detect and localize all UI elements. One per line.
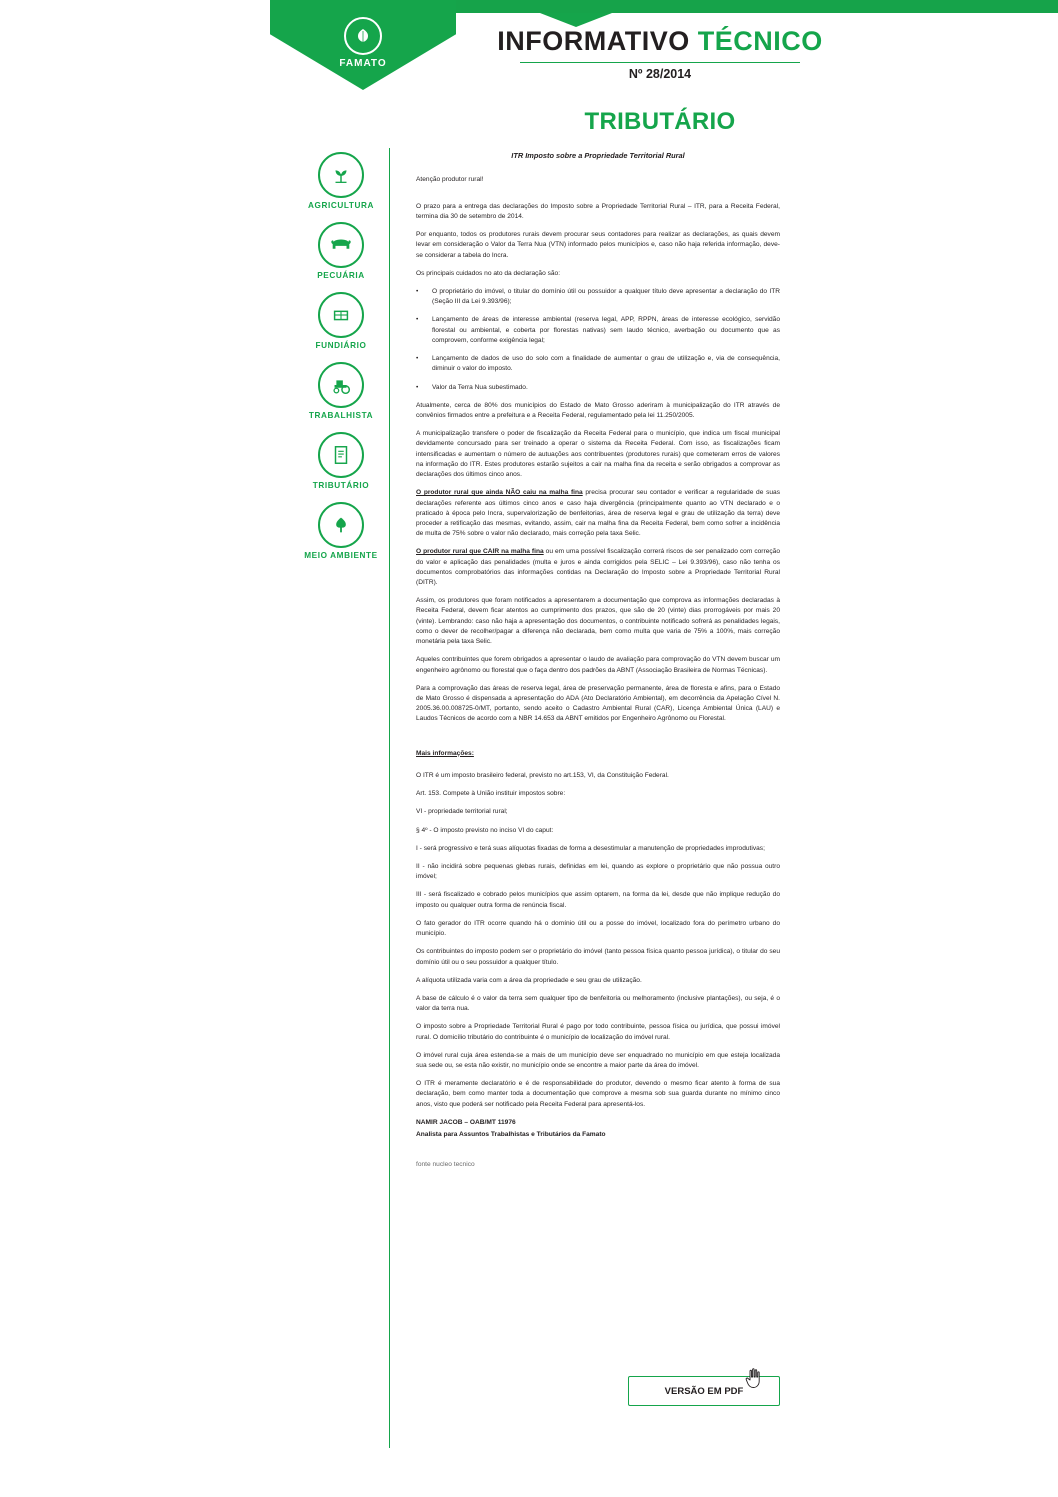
highlight-rest-2: ou em uma possível fiscalização correrá riscos de ser penalizado com correção do valor e aplicação das penalidades (multa e juros e ainda corrigidos pela SELIC – Lei 9.393/96), caso não tenha os documentos comprobatórios das informações contidas na Declaração do Imposto sobre a Propriedade Territorial Rural (DITR).: [416, 548, 780, 587]
paragraph: A alíquota utilizada varia com a área da propriedade e seu grau de utilização.: [416, 976, 642, 984]
paragraph: VI - propriedade territorial rural;: [416, 808, 508, 816]
vertical-divider: [389, 148, 390, 1448]
document-header: [0, 0, 1058, 97]
sidebar-item-label: TRIBUTÁRIO: [312, 481, 370, 490]
sidebar-item-agricultura[interactable]: [296, 152, 386, 210]
list-item-text: Valor da Terra Nua subestimado.: [432, 383, 528, 391]
page-title-part2: TÉCNICO: [697, 26, 823, 56]
plant-icon: [318, 152, 364, 198]
paragraph: Aqueles contribuintes que forem obrigados a apresentar o laudo de avaliação para comprovação do VTN devem buscar um engenheiro agrônomo ou florestal que o faça dentro dos padrões da ABNT (Associação Brasileira de Normas Técnicas).: [416, 656, 780, 674]
leaf-icon: [344, 17, 382, 55]
page-title-part1: INFORMATIVO: [497, 26, 690, 56]
pdf-button-area[interactable]: [628, 1376, 780, 1406]
more-info-heading: Mais informações:: [416, 749, 474, 757]
sidebar-item-label: FUNDIÁRIO: [315, 341, 367, 350]
paragraph: I - será progressivo e terá suas alíquotas fixadas de forma a desestimular a manutenção de propriedades improdutivas;: [416, 844, 765, 852]
header-chevron-tail: [540, 13, 612, 27]
list-item: [416, 287, 780, 307]
sidebar-item-fundiario[interactable]: [296, 292, 386, 350]
paragraph: O ITR é meramente declaratório e é de responsabilidade do produtor, devendo o mesmo ficar atento à forma de sua declaração, bem como manter toda a documentação que comprove a mesma sob sua guarda durante no mínimo cinco anos, visto que poderá ser notificado pela Receita Federal para apresentá-los.: [416, 1080, 780, 1108]
sidebar-item-label: MEIO AMBIENTE: [304, 551, 378, 560]
paragraph: O imóvel rural cuja área estenda-se a mais de um município deve ser enquadrado no município em que esteja localizada sua sede ou, se esta não existir, no município onde se encontre a maior parte da área do imóvel.: [416, 1051, 780, 1070]
hand-pointer-icon: [744, 1367, 762, 1389]
paragraph: Por enquanto, todos os produtores rurais devem procurar seus contadores para realizar as declarações, as quais devem levar em consideração o Valor da Terra Nua (VTN) informado pelos municípios e, caso não haja referida informação, deve-se considerar a tabela do Incra.: [416, 231, 780, 259]
paragraph: II - não incidirá sobre pequenas glebas rurais, definidas em lei, quando as explore o proprietário que não possua outro imóvel;: [416, 862, 780, 881]
highlight-paragraph-1: [416, 488, 780, 539]
pdf-download-button[interactable]: VERSÃO EM PDF: [628, 1376, 780, 1406]
sidebar-item-trabalhista[interactable]: [296, 362, 386, 420]
sidebar-item-label: PECUÁRIA: [317, 271, 365, 280]
paragraph: A municipalização transfere o poder de fiscalização da Receita Federal para o município, que indica um fiscal municipal devidamente concursado para ser treinado a operar o sistema da Receita Federal. Com isso, as fiscalizações ficam intensificadas e aumentam o número de autuações aos contribuentes (produtores rurais) que cometeram erros de valores na informação do ITR. Estes produtores estarão sujeitos a cair na malha fina da receita e serão obrigados a comprovar as declarações dos últimos cinco anos.: [416, 430, 780, 479]
signature-name: NAMIR JACOB – OAB/MT 11976: [416, 1118, 516, 1126]
highlight-underline-2: O produtor rural que CAIR na malha fina: [416, 548, 544, 556]
list-item: [416, 315, 780, 346]
paragraph: Assim, os produtores que foram notificados a apresentarem a documentação que comprova as informações declaradas à Receita Federal, devem ficar atentos ao cumprimento dos prazos, que são de 20 (vinte) dias prorrogáveis por mais 20 (vinte). Lembrando: caso não haja a apresentação dos documentos, o contribuinte notificado sofrerá as penalidades legais, como o dever de recolher/pagar a diferença não declarada, bem como multa que varia de 75% a 100%, mais correção monetária pela taxa Selic.: [416, 597, 780, 646]
paragraph: § 4º - O imposto previsto no inciso VI do caput:: [416, 826, 554, 834]
paragraph: O imposto sobre a Propriedade Territorial Rural é pago por todo contribuinte, pessoa física ou jurídica, que possui imóvel rural. O domicílio tributário do contribuinte é o município de localização do imóvel rural.: [416, 1023, 780, 1041]
list-item-text: Lançamento de dados de uso do solo com a finalidade de aumentar o grau de utilização e, via de consequência, diminuir o valor do imposto.: [432, 355, 780, 373]
list-item: [416, 383, 780, 393]
document-body: [416, 150, 780, 1179]
highlight-underline-1: O produtor rural que ainda NÃO caiu na malha fina: [416, 489, 583, 497]
source-note: fonte nucleo tecnico: [416, 1161, 475, 1169]
category-sidebar: [296, 152, 386, 572]
paragraph: Art. 153. Compete à União instituir impostos sobre:: [416, 790, 566, 798]
paragraph: III - será fiscalizado e cobrado pelos municípios que assim optarem, na forma da lei, desde que não implique redução do imposto ou qualquer outra forma de renúncia fiscal.: [416, 891, 780, 909]
bullet-marker: •: [416, 288, 419, 295]
spacer: [416, 733, 780, 749]
page-title: [380, 26, 940, 57]
bullet-marker: •: [416, 355, 419, 363]
paragraph: Para a comprovação das áreas de reserva legal, área de preservação permanente, área de floresta e afins, para o Estado de Mato Grosso é dispensada a apresentação do ADA (Ato Declaratório Ambiental), em decorrência da Apelação Cível N. 2005.36.00.008725-0/MT, portanto, sendo aceito o Cadastro Ambiental Rural (CAR), Licença Ambiental Única (LAU) e Laudos Técnicos de acordo com a NBR 14.653 da ABNT emitidos por Engenheiro Agrônomo ou Florestal.: [416, 684, 780, 723]
header-title-block: [380, 26, 940, 81]
tractor-icon: [318, 362, 364, 408]
sidebar-item-label: AGRICULTURA: [307, 201, 375, 210]
list-item-text: Lançamento de áreas de interesse ambiental (reserva legal, APP, RPPN, áreas de interesse ecológico, servidão florestal ou ambiental, e coberta por florestas nativas) sem laudo técnico, averbação ou documento que as comprovem, conforme exigência legal;: [432, 316, 780, 344]
paragraph: A base de cálculo é o valor da terra sem qualquer tipo de benfeitoria ou melhoramento (inclusive plantações), ou seja, é o valor da terra nua.: [416, 994, 780, 1013]
paragraph: O ITR é um imposto brasileiro federal, previsto no art.153, VI, da Constituição Federal.: [416, 771, 669, 779]
sidebar-item-pecuaria[interactable]: [296, 222, 386, 280]
cow-icon: [318, 222, 364, 268]
highlight-paragraph-2: [416, 547, 780, 588]
bullet-marker: •: [416, 383, 419, 391]
sidebar-item-meio-ambiente[interactable]: [296, 502, 386, 560]
famato-wordmark: FAMATO: [339, 58, 387, 69]
sidebar-item-tributario[interactable]: [296, 432, 386, 490]
paragraph: O prazo para a entrega das declarações do Imposto sobre a Propriedade Territorial Rural – ITR, para a Receita Federal, termina dia 30 de setembro de 2014.: [416, 202, 780, 220]
title-divider: [520, 62, 800, 63]
signature-role: Analista para Assuntos Trabalhistas e Tributários da Famato: [416, 1131, 606, 1139]
doc-subtitle: ITR Imposto sobre a Propriedade Territorial Rural: [511, 151, 685, 160]
paragraph: Atualmente, cerca de 80% dos municípios do Estado de Mato Grosso aderiram à municipalização do ITR através de convênios firmados entre a prefeitura e a Receita Federal, regulamentado pela lei 11.250/2005.: [416, 401, 780, 419]
list-item: [416, 354, 780, 374]
list-item-text: O proprietário do imóvel, o titular do domínio útil ou possuidor a qualquer título deve apresentar a declaração do ITR (Seção III da Lei 9.393/96);: [432, 288, 780, 306]
tree-icon: [318, 502, 364, 548]
paragraph: Os contribuintes do imposto podem ser o proprietário do imóvel (tanto pessoa física quanto pessoa jurídica), o titular do seu domínio útil ou o seu possuidor a qualquer título.: [416, 948, 780, 966]
section-title: TRIBUTÁRIO: [584, 108, 736, 135]
sidebar-item-label: TRABALHISTA: [308, 411, 374, 420]
doc-lead: Atenção produtor rural!: [416, 176, 484, 184]
bullet-marker: •: [416, 316, 419, 324]
issue-number: Nº 28/2014: [628, 67, 692, 81]
highlight-rest-1: precisa procurar seu contador e verificar a regularidade de suas declarações referente aos últimos cinco anos e caso haja divergência (principalmente quanto ao VTN declarado e o praticado à época pelo Incra, supervalorização de benfeitorias, área de reserva legal e grau de utilização da terra) deve proceder a retificação das mesmas, evitando, assim, cair na malha fina da Receita Federal, bem como sofrer a incidência de multa de 75% sobre o valor não declarado, mais correção pela taxa Selic.: [416, 489, 780, 538]
paragraph: Os principais cuidados no ato da declaração são:: [416, 269, 561, 277]
land-icon: [318, 292, 364, 338]
paragraph: O fato gerador do ITR ocorre quando há o domínio útil ou a posse do imóvel, localizado fora do perímetro urbano do município.: [416, 919, 780, 938]
document-icon: [318, 432, 364, 478]
